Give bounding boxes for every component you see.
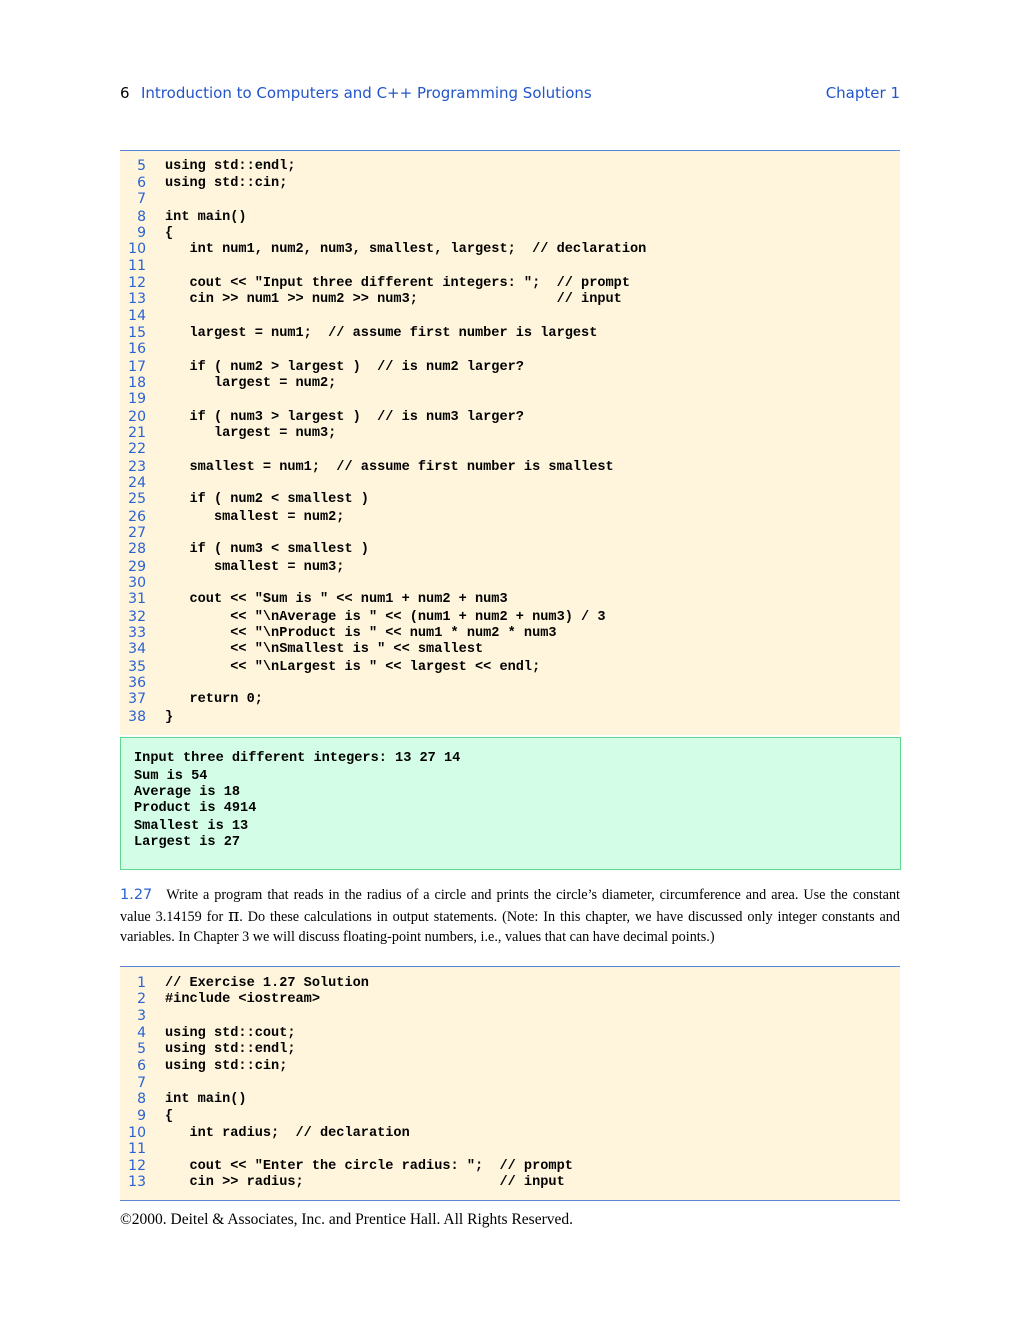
code-text: largest = num3; bbox=[165, 426, 337, 441]
code-listing-2 bbox=[120, 966, 900, 1201]
code-text: // Exercise 1.27 Solution bbox=[165, 976, 369, 991]
code-line bbox=[120, 341, 900, 358]
code-line bbox=[120, 691, 900, 708]
line-number: 12 bbox=[128, 1158, 146, 1174]
line-number: 31 bbox=[128, 591, 146, 607]
line-number: 18 bbox=[128, 375, 146, 391]
code-line bbox=[120, 559, 900, 576]
line-number: 27 bbox=[128, 525, 146, 541]
line-number: 11 bbox=[128, 258, 146, 274]
code-text: << "\nLargest is " << largest << endl; bbox=[165, 660, 541, 675]
code-line bbox=[120, 975, 900, 992]
line-number: 30 bbox=[128, 575, 146, 591]
code-text: int radius; // declaration bbox=[165, 1126, 410, 1141]
line-number: 9 bbox=[137, 1108, 146, 1124]
line-number: 14 bbox=[128, 308, 146, 324]
code-line bbox=[120, 1091, 900, 1108]
line-number: 26 bbox=[128, 509, 146, 525]
line-number: 13 bbox=[128, 291, 146, 307]
code-line bbox=[120, 375, 900, 392]
output-line: Average is 18 bbox=[134, 785, 241, 800]
line-number: 34 bbox=[128, 641, 146, 657]
code-text: cout << "Input three different integers: "; // prompt bbox=[165, 276, 630, 291]
code-line bbox=[120, 1008, 900, 1025]
code-text: using std::endl; bbox=[165, 1042, 296, 1057]
line-number: 6 bbox=[137, 175, 146, 191]
code-text: #include <iostream> bbox=[165, 992, 320, 1007]
line-number: 1 bbox=[137, 975, 146, 991]
code-text: smallest = num1; // assume first number is smallest bbox=[165, 460, 614, 475]
line-number: 10 bbox=[128, 1125, 146, 1141]
code-line bbox=[120, 525, 900, 542]
output-line: Smallest is 13 bbox=[134, 819, 249, 834]
output-line: Input three different integers: 13 27 14 bbox=[134, 751, 461, 766]
code-line bbox=[120, 1174, 900, 1191]
output-line: Product is 4914 bbox=[134, 801, 257, 816]
code-line bbox=[120, 991, 900, 1008]
code-line bbox=[120, 541, 900, 558]
code-text: { bbox=[165, 1109, 174, 1124]
code-line bbox=[120, 475, 900, 492]
code-text: return 0; bbox=[165, 692, 263, 707]
line-number: 17 bbox=[128, 359, 146, 375]
code-line bbox=[120, 158, 900, 175]
exercise-1-27-text bbox=[120, 885, 900, 948]
code-line bbox=[120, 1041, 900, 1058]
code-line bbox=[120, 359, 900, 376]
line-number: 19 bbox=[128, 391, 146, 407]
code-line bbox=[120, 325, 900, 342]
line-number: 22 bbox=[128, 441, 146, 457]
code-line bbox=[120, 575, 900, 592]
code-line bbox=[120, 1075, 900, 1092]
code-text: smallest = num3; bbox=[165, 560, 345, 575]
code-line bbox=[120, 1125, 900, 1142]
code-text: using std::cin; bbox=[165, 1059, 288, 1074]
code-text: using std::endl; bbox=[165, 159, 296, 174]
line-number: 8 bbox=[137, 209, 146, 225]
line-number: 10 bbox=[128, 241, 146, 257]
line-number: 11 bbox=[128, 1141, 146, 1157]
code-line bbox=[120, 258, 900, 275]
code-line bbox=[120, 1108, 900, 1125]
code-text: } bbox=[165, 710, 174, 725]
line-number: 24 bbox=[128, 475, 146, 491]
output-line: Largest is 27 bbox=[134, 835, 241, 850]
code-line bbox=[120, 225, 900, 242]
code-line bbox=[120, 659, 900, 676]
code-text: cin >> radius; // input bbox=[165, 1175, 565, 1190]
code-text: if ( num2 > largest ) // is num2 larger? bbox=[165, 360, 524, 375]
code-line bbox=[120, 441, 900, 458]
code-line bbox=[120, 175, 900, 192]
line-number: 29 bbox=[128, 559, 146, 575]
code-line bbox=[120, 1158, 900, 1175]
code-line bbox=[120, 1058, 900, 1075]
code-line bbox=[120, 209, 900, 226]
line-number: 37 bbox=[128, 691, 146, 707]
page-header bbox=[120, 84, 900, 106]
code-text: largest = num1; // assume first number is largest bbox=[165, 326, 598, 341]
line-number: 13 bbox=[128, 1174, 146, 1190]
code-text: cin >> num1 >> num2 >> num3; // input bbox=[165, 292, 622, 307]
line-number: 32 bbox=[128, 609, 146, 625]
code-line bbox=[120, 625, 900, 642]
code-line bbox=[120, 409, 900, 426]
line-number: 8 bbox=[137, 1091, 146, 1107]
code-listing-1 bbox=[120, 150, 900, 735]
code-text: int num1, num2, num3, smallest, largest; // declaration bbox=[165, 242, 647, 257]
code-line bbox=[120, 641, 900, 658]
code-line bbox=[120, 308, 900, 325]
code-line bbox=[120, 509, 900, 526]
line-number: 33 bbox=[128, 625, 146, 641]
code-text: int main() bbox=[165, 210, 247, 225]
line-number: 36 bbox=[128, 675, 146, 691]
code-text: using std::cout; bbox=[165, 1026, 296, 1041]
line-number: 21 bbox=[128, 425, 146, 441]
code-text: if ( num3 < smallest ) bbox=[165, 542, 369, 557]
copyright-footer: ©2000. Deitel & Associates, Inc. and Prentice Hall. All Rights Reserved. bbox=[120, 1211, 574, 1228]
code-line bbox=[120, 609, 900, 626]
code-line bbox=[120, 459, 900, 476]
page-number: 6 bbox=[120, 84, 130, 102]
line-number: 28 bbox=[128, 541, 146, 557]
code-text: int main() bbox=[165, 1092, 247, 1107]
code-text: cout << "Sum is " << num1 + num2 + num3 bbox=[165, 592, 508, 607]
output-line: Sum is 54 bbox=[134, 769, 208, 784]
code-text: largest = num2; bbox=[165, 376, 337, 391]
code-line bbox=[120, 675, 900, 692]
code-text: smallest = num2; bbox=[165, 510, 345, 525]
line-number: 7 bbox=[137, 1075, 146, 1091]
line-number: 23 bbox=[128, 459, 146, 475]
code-line bbox=[120, 391, 900, 408]
line-number: 3 bbox=[137, 1008, 146, 1024]
code-line bbox=[120, 241, 900, 258]
line-number: 20 bbox=[128, 409, 146, 425]
code-line bbox=[120, 291, 900, 308]
line-number: 5 bbox=[137, 1041, 146, 1057]
code-line bbox=[120, 1141, 900, 1158]
line-number: 38 bbox=[128, 709, 146, 725]
line-number: 16 bbox=[128, 341, 146, 357]
code-line bbox=[120, 491, 900, 508]
code-line bbox=[120, 425, 900, 442]
line-number: 15 bbox=[128, 325, 146, 341]
line-number: 25 bbox=[128, 491, 146, 507]
exercise-text-part-1: Write a program that reads in the radius of a circle and prints the circle’s diameter, circumference and area. Use the constant value 3.14159 for bbox=[120, 887, 900, 925]
running-title: Introduction to Computers and C++ Programming Solutions bbox=[141, 84, 592, 102]
code-line bbox=[120, 191, 900, 208]
code-text: cout << "Enter the circle radius: "; // prompt bbox=[165, 1159, 573, 1174]
chapter-label: Chapter 1 bbox=[825, 84, 900, 102]
code-line bbox=[120, 709, 900, 726]
pi-symbol: π bbox=[228, 905, 240, 926]
code-text: << "\nSmallest is " << smallest bbox=[165, 642, 484, 657]
exercise-text-part-2: . Do these calculations in output statements. (Note: In this chapter, we have discussed only integer constants and variables. In Chapter 3 we will discuss floating-point numbers, i.e., values that can have decimal points.) bbox=[120, 908, 900, 945]
code-text: using std::cin; bbox=[165, 176, 288, 191]
exercise-number: 1.27 bbox=[120, 887, 153, 903]
line-number: 2 bbox=[137, 991, 146, 1007]
line-number: 9 bbox=[137, 225, 146, 241]
code-text: { bbox=[165, 226, 174, 241]
line-number: 6 bbox=[137, 1058, 146, 1074]
code-line bbox=[120, 1025, 900, 1042]
program-output bbox=[120, 737, 901, 870]
line-number: 4 bbox=[137, 1025, 146, 1041]
line-number: 7 bbox=[137, 191, 146, 207]
code-text: if ( num2 < smallest ) bbox=[165, 492, 369, 507]
line-number: 12 bbox=[128, 275, 146, 291]
code-line bbox=[120, 591, 900, 608]
code-text: << "\nAverage is " << (num1 + num2 + num3) / 3 bbox=[165, 610, 606, 625]
line-number: 35 bbox=[128, 659, 146, 675]
code-text: if ( num3 > largest ) // is num3 larger? bbox=[165, 410, 524, 425]
line-number: 5 bbox=[137, 158, 146, 174]
code-line bbox=[120, 275, 900, 292]
code-text: << "\nProduct is " << num1 * num2 * num3 bbox=[165, 626, 557, 641]
